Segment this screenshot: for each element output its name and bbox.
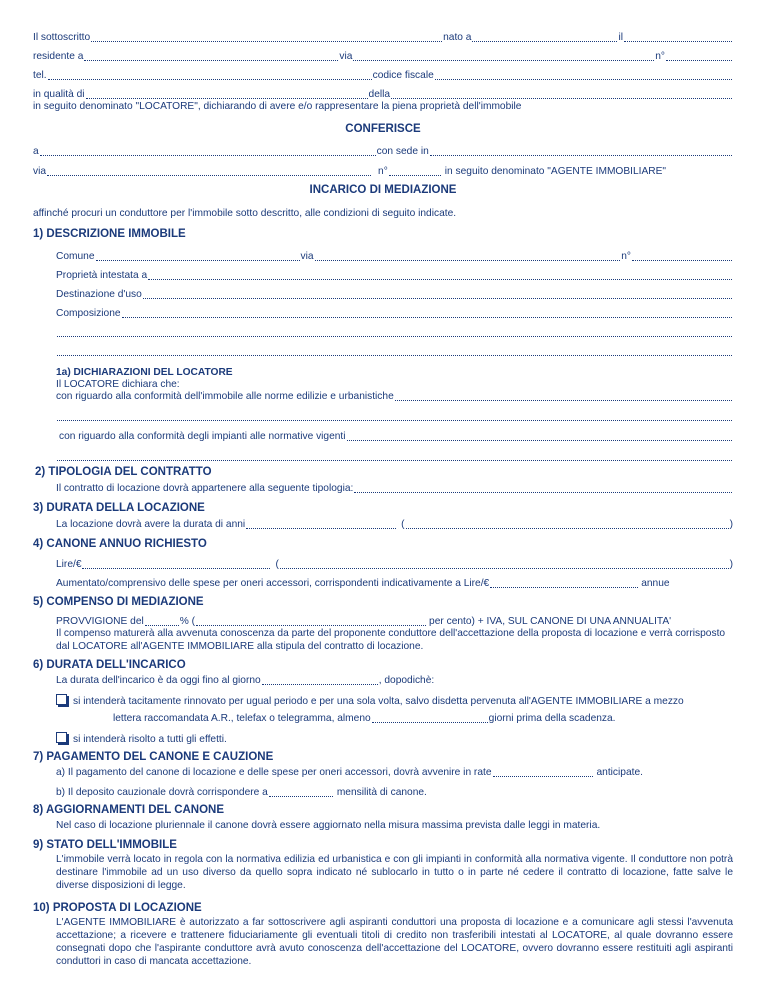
s7-a-text: a) Il pagamento del canone di locazione e delle spese per oneri accessori, dovrà avvenire in rate: [56, 767, 492, 778]
agente-via-label: via: [33, 166, 47, 177]
con-sede-field[interactable]: [430, 147, 732, 156]
tel-row: [33, 68, 733, 82]
s2-row: [56, 481, 733, 495]
qualita-label: in qualità di: [33, 89, 85, 100]
con-sede-label: con sede in: [376, 146, 429, 157]
data-nascita-field[interactable]: [624, 33, 732, 42]
tel-field[interactable]: [48, 71, 372, 80]
s4-open: (: [275, 559, 279, 570]
della-field[interactable]: [391, 90, 732, 99]
canone-cifre-field[interactable]: [82, 560, 270, 569]
residenza-row: [33, 49, 733, 63]
s10-text: L'AGENTE IMMOBILIARE è autorizzato a far sottoscrivere agli aspiranti conduttori una proposta di locazione e a comunicare agli stessi l'avvenuta accettazione; a ricevere e trattenere fiduciariamente gli eventuali titoli di credito non trasferibili intestati al LOCATORE, al quale dovranno essere consegnati dopo che l'aspirante conduttore avrà avuto conoscenza dell'accettazione del LOCATORE, ovvero dovranno essere restituiti agli aspiranti conduttori in caso di mancata accettazione.: [56, 917, 733, 967]
s7-b-row: [56, 785, 733, 799]
agente-nome-field[interactable]: [40, 147, 376, 156]
numero-field[interactable]: [666, 52, 732, 61]
s7-a-end: anticipate.: [596, 767, 643, 778]
provvigione-open: % (: [179, 616, 196, 627]
proprieta-field[interactable]: [148, 271, 732, 280]
durata-lettere-field[interactable]: [406, 520, 729, 529]
canone-lettere-field[interactable]: [280, 560, 729, 569]
conformita-edilizie-label: con riguardo alla conformità dell'immobile alle norme edilizie e urbanistiche: [56, 391, 394, 402]
s7-a-row: [56, 765, 733, 779]
composizione-row: [56, 306, 733, 320]
s1a-intro: Il LOCATORE dichiara che:: [56, 379, 180, 390]
aumentato-label: Aumentato/comprensivo delle spese per oneri accessori, corrispondenti indicativamente a Lire/€: [56, 578, 490, 589]
opt2-row: [56, 732, 733, 746]
conformita-impianti-label: con riguardo alla conformità degli impianti alle normative vigenti: [59, 431, 346, 442]
s1-via-field[interactable]: [315, 252, 621, 261]
codice-fiscale-field[interactable]: [435, 71, 732, 80]
s5-title: 5) COMPENSO DI MEDIAZIONE: [33, 596, 204, 608]
sottoscritto-label: Il sottoscritto: [33, 32, 91, 43]
s7-b-text: b) Il deposito cauzionale dovrà corrispondere a: [56, 787, 268, 798]
s7-title: 7) PAGAMENTO DEL CANONE E CAUZIONE: [33, 751, 274, 763]
agente-a-label: a: [33, 146, 39, 157]
conformita-impianti-row: [59, 429, 733, 443]
s9-title: 9) STATO DELL'IMMOBILE: [33, 839, 177, 851]
s4-title: 4) CANONE ANNUO RICHIESTO: [33, 538, 207, 550]
composizione-label: Composizione: [56, 308, 121, 319]
qualita-row: [33, 87, 733, 101]
s6-title: 6) DURATA DELL'INCARICO: [33, 659, 186, 671]
nato-a-field[interactable]: [472, 33, 617, 42]
s5-text: Il compenso maturerà alla avvenuta conoscenza da parte del proponente conduttore dell'accettazione della proposta di locazione e verrà corrisposto dal LOCATORE all'AGENTE IMMOBILIARE alla stipula del contratto di locazione.: [56, 628, 726, 652]
s1a-title: 1a) DICHIARAZIONI DEL LOCATORE: [56, 367, 233, 378]
destinazione-field[interactable]: [143, 290, 732, 299]
agente-line: in seguito denominato "AGENTE IMMOBILIARE": [444, 166, 667, 177]
composizione-field-3[interactable]: [57, 347, 732, 356]
destinazione-row: [56, 287, 733, 301]
risolto-checkbox[interactable]: [56, 732, 67, 743]
numero-label: n°: [655, 51, 665, 62]
composizione-line-3: [56, 344, 733, 358]
composizione-field[interactable]: [122, 309, 732, 318]
s3-close: ): [729, 519, 733, 530]
s3-row: [56, 517, 733, 531]
conformita-edilizie-field-2[interactable]: [57, 412, 732, 421]
s1-title: 1) DESCRIZIONE IMMOBILE: [33, 228, 186, 240]
incarico-title: INCARICO DI MEDIAZIONE: [309, 184, 457, 196]
s1-numero-field[interactable]: [632, 252, 732, 261]
s7-b-end: mensilità di canone.: [336, 787, 427, 798]
s3-open: (: [401, 519, 405, 530]
destinazione-label: Destinazione d'uso: [56, 289, 142, 300]
s8-title: 8) AGGIORNAMENTI DEL CANONE: [33, 804, 225, 816]
agente-numero-label: n°: [378, 166, 388, 177]
incarico-intro: affinché procuri un conduttore per l'immobile sotto descritto, alle condizioni di seguito indicate.: [33, 208, 457, 219]
s2-label: Il contratto di locazione dovrà appartenere alla seguente tipologia:: [56, 483, 354, 494]
qualita-field[interactable]: [86, 90, 368, 99]
agente-row: [33, 144, 733, 158]
composizione-field-2[interactable]: [57, 328, 732, 337]
residente-field[interactable]: [84, 52, 338, 61]
s10-title: 10) PROPOSTA DI LOCAZIONE: [33, 902, 202, 914]
opt1-a-text: si intenderà tacitamente rinnovato per ugual periodo e per una sola volta, salvo disdetta pervenuta all'AGENTE IMMOBILIARE a mezzo: [73, 696, 684, 707]
agente-via-field[interactable]: [47, 167, 371, 176]
tel-label: tel.: [33, 70, 47, 81]
per-cento-label: per cento) + IVA, SUL CANONE DI UNA ANNUALITA': [429, 616, 672, 627]
s2-title: 2) TIPOLOGIA DEL CONTRATTO: [35, 466, 212, 478]
opt1-row: [56, 694, 733, 708]
provvigione-label: PROVVIGIONE del: [56, 616, 144, 627]
provvigione-lettere-field[interactable]: [196, 617, 426, 626]
opt1-b-row: [113, 711, 733, 725]
mensilita-field[interactable]: [269, 788, 333, 797]
oneri-field[interactable]: [490, 579, 638, 588]
comune-label: Comune: [56, 251, 95, 262]
conformita-impianti-field-2[interactable]: [57, 452, 732, 461]
s1-comune-row: [56, 249, 733, 263]
proprieta-label: Proprietà intestata a: [56, 270, 148, 281]
opt2-text: si intenderà risolto a tutti gli effetti.: [73, 734, 227, 745]
via-field[interactable]: [353, 52, 654, 61]
codice-fiscale-label: codice fiscale: [372, 70, 434, 81]
comune-field[interactable]: [96, 252, 300, 261]
durata-anni-field[interactable]: [246, 520, 396, 529]
rinnovo-checkbox[interactable]: [56, 694, 67, 705]
agente-via-row: [33, 164, 733, 178]
s3-label: La locazione dovrà avere la durata di anni: [56, 519, 246, 530]
residente-label: residente a: [33, 51, 84, 62]
conformita-impianti-line-2: [56, 449, 733, 463]
agente-numero-field[interactable]: [389, 167, 441, 176]
s3-title: 3) DURATA DELLA LOCAZIONE: [33, 502, 205, 514]
conformita-edilizie-line-2: [56, 409, 733, 423]
annue-label: annue: [641, 578, 670, 589]
lire-label: Lire/€: [56, 559, 82, 570]
locatore-line: in seguito denominato "LOCATORE", dichiarando di avere e/o rappresentare la piena proprietà dell'immobile: [33, 101, 522, 112]
proprieta-row: [56, 268, 733, 282]
giorni-preavviso-field[interactable]: [372, 714, 488, 723]
scadenza-field[interactable]: [262, 676, 378, 685]
s9-text: L'immobile verrà locato in regola con la normativa edilizia ed urbanistica e con gli impianti in conformità alla normativa vigente. Il conduttore non potrà destinare l'immobile ad un uso diverso da quello sopra indicato né sublocarlo in tutto o in parte né cedere il contratto di locazione, fatte salve le diverse disposizioni di legge.: [56, 854, 733, 891]
opt1-c-text: giorni prima della scadenza.: [488, 713, 616, 724]
opt1-b-text: lettera raccomandata A.R., telefax o telegramma, almeno: [113, 713, 371, 724]
conferisce-title: CONFERISCE: [345, 123, 421, 135]
sottoscritto-row: [33, 30, 733, 44]
s4-lire-row: [56, 557, 733, 571]
s6-label: La durata dell'incarico è da oggi fino al giorno: [56, 675, 261, 686]
conformita-edilizie-field[interactable]: [395, 392, 732, 401]
nato-a-label: nato a: [443, 32, 472, 43]
s5-provvigione-row: [56, 614, 733, 628]
conformita-edilizie-row: [56, 389, 733, 403]
via-label: via: [339, 51, 353, 62]
tipologia-field[interactable]: [354, 484, 732, 493]
s6-row: [56, 673, 733, 687]
della-label: della: [368, 89, 391, 100]
s4-close: ): [729, 559, 733, 570]
s4-aumentato-row: [56, 576, 733, 590]
s1-via-label: via: [300, 251, 314, 262]
provvigione-cifre-field[interactable]: [145, 617, 179, 626]
composizione-line-2: [56, 325, 733, 339]
s1-numero-label: n°: [621, 251, 631, 262]
il-label: il: [618, 32, 623, 43]
dopodiche-label: , dopodichè:: [378, 675, 435, 686]
s8-text: Nel caso di locazione pluriennale il canone dovrà essere aggiornato nella misura massima prevista dalle leggi in materia.: [56, 820, 601, 831]
conformita-impianti-field[interactable]: [347, 432, 732, 441]
rate-field[interactable]: [493, 768, 593, 777]
sottoscritto-field[interactable]: [91, 33, 442, 42]
